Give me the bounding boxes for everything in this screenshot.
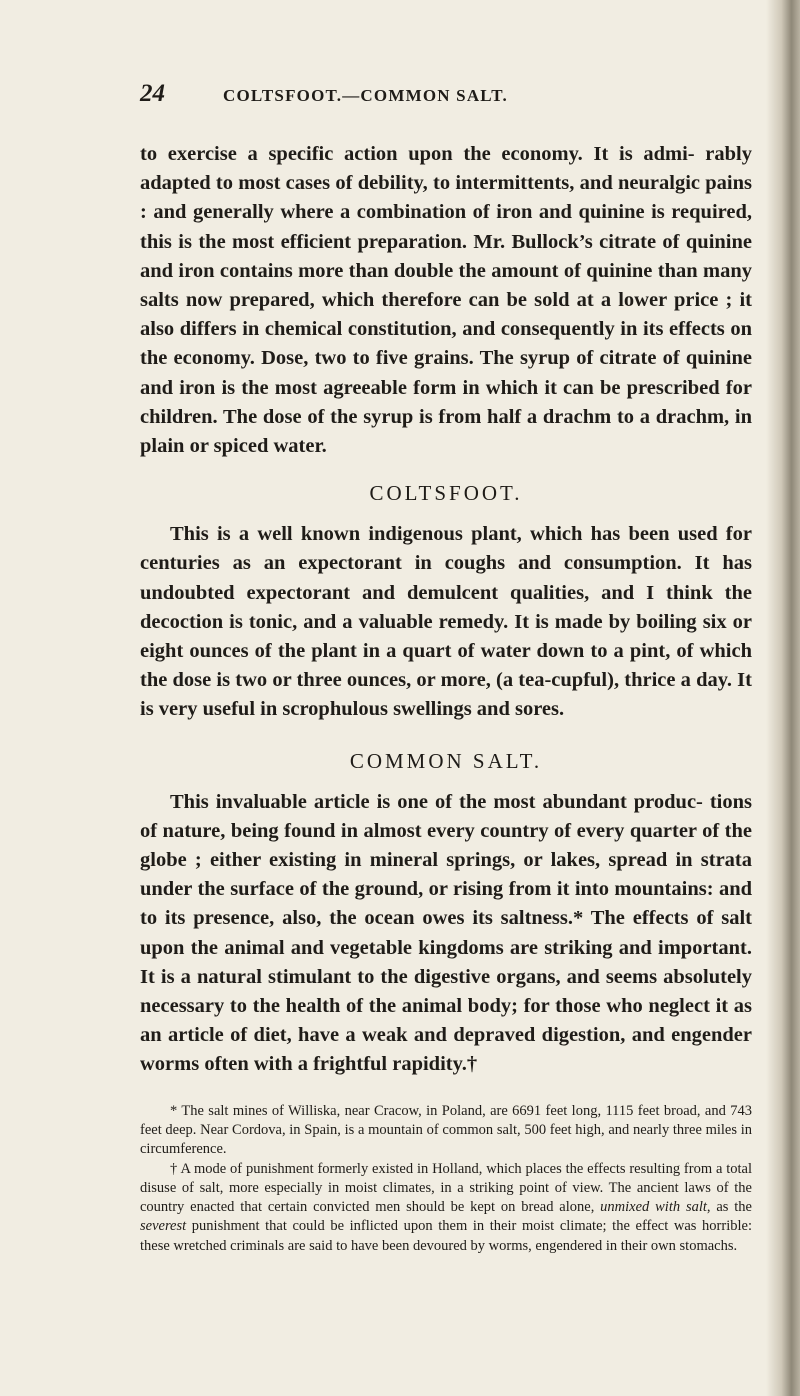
footnote-2-text-b: , as the: [706, 1199, 752, 1216]
page-number: 24: [140, 80, 165, 107]
footnote-2: [140, 1160, 752, 1256]
page-body: [140, 140, 752, 1256]
footnote-2-emphasis-b: severest: [140, 1218, 187, 1235]
common-salt-paragraph: This invaluable article is one of the most abundant produc- tions of nature, being found in almost every country of every quarter of the globe ; either existing in mineral springs, or lakes, spread in strata under the surface of the ground, or rising from it into mountains: and to its presence, also, the ocean owes its saltness.* The effects of salt upon the animal and vegetable kingdoms are striking and important. It is a natural stimulant to the digestive organs, and seems absolutely necessary to the health of the animal body; for those who neglect it as an article of diet, have a weak and depraved digestion, and engender worms often with a frightful rapidity.†: [140, 790, 752, 1076]
footnote-1: * The salt mines of Williska, near Cracow, in Poland, are 6691 feet long, 1115 feet broad, and 743 feet deep. Near Cordova, in Spain, is a mountain of common salt, 500 feet high, and nearly three miles in circumference.: [140, 1102, 752, 1158]
common-salt-heading: COMMON SALT.: [349, 748, 543, 773]
running-head: COLTSFOOT.—COMMON SALT.: [223, 86, 509, 105]
footnote-2-text-c: punishment that could be inflicted upon them in their moist climate; the effect was horrible: these wretched criminals are said to have been devoured by worms, engendered in their own stomachs.: [140, 1218, 752, 1254]
page-header: [140, 80, 780, 120]
footnote-2-text-a: † A mode of punishment formerly existed in Holland, which places the effects resulting from a total disuse of salt, more especially in moist climates, in a striking point of view. The ancient laws of the country enacted that certain convicted men should be kept on bread alone,: [140, 1160, 752, 1216]
coltsfoot-heading: COLTSFOOT.: [369, 481, 523, 506]
footnote-2-emphasis-a: unmixed with salt: [600, 1199, 707, 1216]
page-edge-shadow: [766, 0, 800, 1396]
intro-paragraph: to exercise a specific action upon the economy. It is admi- rably adapted to most cases of debility, to intermittents, and neuralgic pains : and generally where a combination of iron and quinine is required, this is the most efficient preparation. Mr. Bullock’s citrate of quinine and iron contains more than double the amount of quinine than many salts now prepared, which therefore can be sold at a lower price ; it also differs in chemical constitution, and consequently in its effects on the economy. Dose, two to five grains. The syrup of citrate of quinine and iron is the most agreeable form in which it can be prescribed for children. The dose of the syrup is from half a drachm to a drachm, in plain or spiced water.: [140, 143, 752, 458]
coltsfoot-paragraph: This is a well known indigenous plant, which has been used for centuries as an expectorant in coughs and consumption. It has undoubted expectorant and demulcent qualities, and I think the decoction is tonic, and a valuable remedy. It is made by boiling six or eight ounces of the plant in a quart of water down to a pint, of which the dose is two or three ounces, or more, (a tea-cupful), thrice a day. It is very useful in scrophulous swellings and sores.: [140, 523, 752, 721]
footnotes: [140, 1102, 752, 1256]
